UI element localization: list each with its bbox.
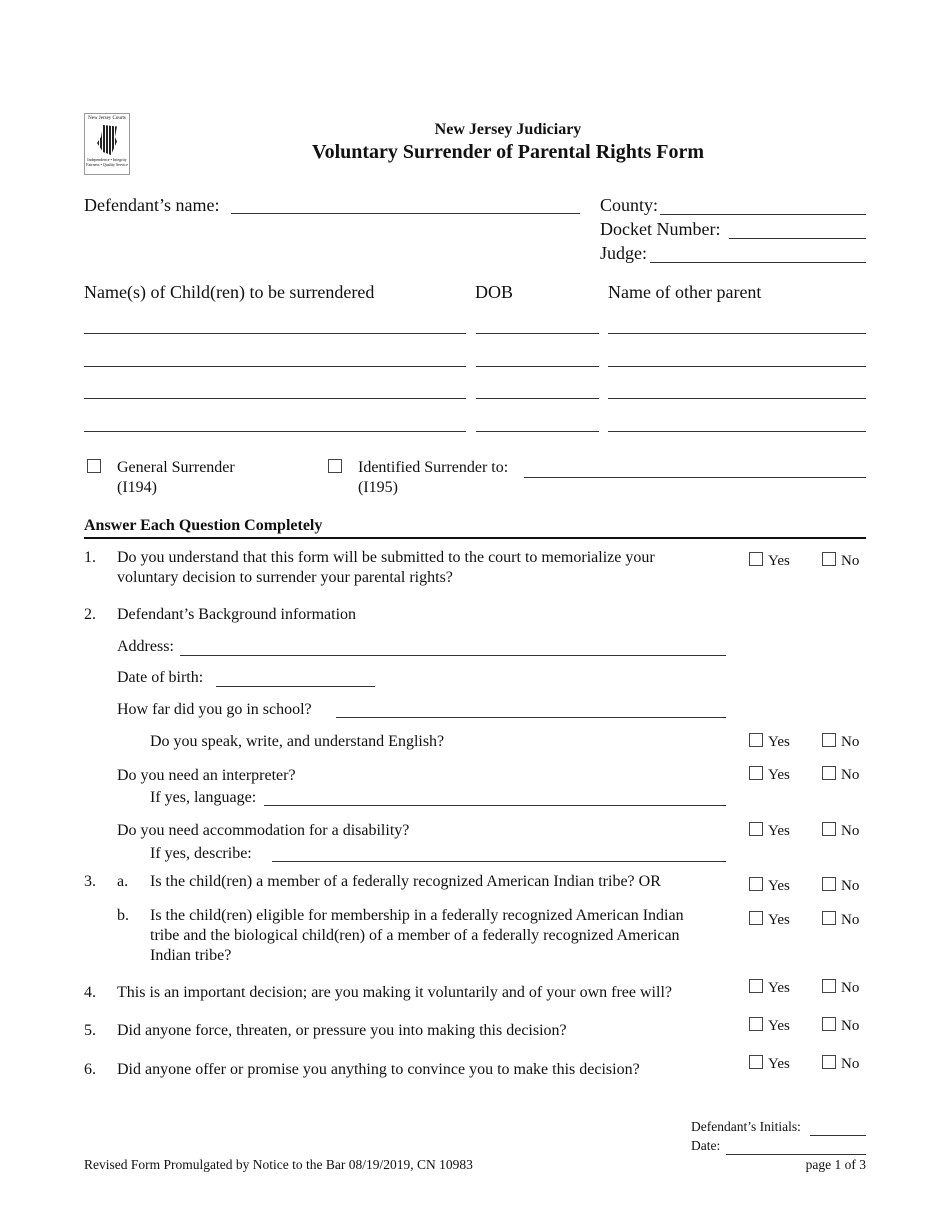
logo-top-text: New Jersey Courts [88, 116, 126, 121]
yes-label: Yes [768, 1056, 790, 1072]
q1-no-checkbox[interactable] [822, 552, 836, 566]
docket-number-label: Docket Number: [600, 219, 721, 239]
q3b-text-line1: Is the child(ren) eligible for membership in a federally recognized American Indian [150, 907, 684, 924]
no-label: No [841, 553, 860, 569]
other-parent-field-2[interactable] [608, 366, 866, 367]
page-number: page 1 of 3 [805, 1157, 866, 1172]
no-label: No [841, 980, 860, 996]
yes-label: Yes [768, 823, 790, 839]
interpreter-no-checkbox[interactable] [822, 766, 836, 780]
accommodation-no-checkbox[interactable] [822, 822, 836, 836]
q4-no-checkbox[interactable] [822, 979, 836, 993]
no-label: No [841, 878, 860, 894]
q6-text: Did anyone offer or promise you anything to convince you to make this decision? [117, 1061, 640, 1078]
docket-number-field[interactable] [729, 238, 866, 239]
defendant-name-label: Defendant’s name: [84, 195, 220, 215]
yes-label: Yes [768, 878, 790, 894]
section-heading: Answer Each Question Completely [84, 517, 323, 534]
date-field[interactable] [726, 1154, 866, 1155]
no-label: No [841, 734, 860, 750]
county-label: County: [600, 195, 659, 215]
q3b-no-option[interactable] [822, 911, 859, 929]
accommodation-describe-field[interactable] [272, 861, 726, 862]
q3a-letter: a. [117, 873, 129, 890]
q4-yes-checkbox[interactable] [749, 979, 763, 993]
initials-field[interactable] [810, 1135, 866, 1136]
child-dob-field-1[interactable] [476, 333, 599, 334]
child-name-column-header: Name(s) of Child(ren) to be surrendered [84, 282, 375, 302]
no-label: No [841, 767, 860, 783]
q1-number: 1. [84, 549, 96, 566]
q4-text: This is an important decision; are you making it voluntarily and of your own free will? [117, 984, 672, 1001]
no-label: No [841, 823, 860, 839]
other-parent-field-1[interactable] [608, 333, 866, 334]
judge-label: Judge: [600, 243, 647, 263]
address-field[interactable] [180, 655, 726, 656]
q6-yes-option[interactable] [749, 1055, 790, 1073]
interpreter-yes-option[interactable] [749, 766, 790, 784]
child-dob-field-3[interactable] [476, 398, 599, 399]
yes-label: Yes [768, 980, 790, 996]
identified-surrender-code: (I195) [358, 479, 398, 496]
q1-text-line1: Do you understand that this form will be submitted to the court to memorialize your [117, 549, 655, 566]
accommodation-no-option[interactable] [822, 822, 859, 840]
accommodation-yes-checkbox[interactable] [749, 822, 763, 836]
interpreter-no-option[interactable] [822, 766, 859, 784]
q3a-no-option[interactable] [822, 877, 859, 895]
q6-number: 6. [84, 1061, 96, 1078]
english-yes-checkbox[interactable] [749, 733, 763, 747]
school-label: How far did you go in school? [117, 701, 312, 718]
english-no-checkbox[interactable] [822, 733, 836, 747]
q3a-no-checkbox[interactable] [822, 877, 836, 891]
identified-surrender-label: Identified Surrender to: [358, 459, 509, 476]
interpreter-language-field[interactable] [264, 805, 726, 806]
address-label: Address: [117, 638, 174, 655]
no-label: No [841, 1056, 860, 1072]
yes-label: Yes [768, 734, 790, 750]
q3b-text-line2: tribe and the biological child(ren) of a member of a federally recognized American [150, 927, 680, 944]
q5-text: Did anyone force, threaten, or pressure you into making this decision? [117, 1022, 567, 1039]
date-of-birth-field[interactable] [216, 686, 375, 687]
q3b-yes-checkbox[interactable] [749, 911, 763, 925]
child-dob-field-2[interactable] [476, 366, 599, 367]
q2-number: 2. [84, 606, 96, 623]
yes-label: Yes [768, 912, 790, 928]
county-field[interactable] [660, 214, 866, 215]
child-dob-field-4[interactable] [476, 431, 599, 432]
q4-no-option[interactable] [822, 979, 859, 997]
dob-column-header: DOB [475, 282, 514, 302]
no-label: No [841, 1018, 860, 1034]
q5-yes-checkbox[interactable] [749, 1017, 763, 1031]
q5-no-option[interactable] [822, 1017, 859, 1035]
q5-yes-option[interactable] [749, 1017, 790, 1035]
english-question: Do you speak, write, and understand English? [150, 733, 445, 750]
english-no-option[interactable] [822, 733, 859, 751]
q1-text-line2: voluntary decision to surrender your parental rights? [117, 569, 453, 586]
yes-label: Yes [768, 553, 790, 569]
q3b-letter: b. [117, 907, 129, 924]
date-label: Date: [691, 1138, 721, 1153]
q3a-text: Is the child(ren) a member of a federally recognized American Indian tribe? OR [150, 873, 661, 890]
child-name-field-1[interactable] [84, 333, 466, 334]
page-title: Voluntary Surrender of Parental Rights Form [311, 141, 705, 163]
q1-yes-checkbox[interactable] [749, 552, 763, 566]
q3b-yes-option[interactable] [749, 911, 790, 929]
child-name-field-2[interactable] [84, 366, 466, 367]
other-parent-field-4[interactable] [608, 431, 866, 432]
accommodation-question: Do you need accommodation for a disability? [117, 822, 410, 839]
interpreter-question: Do you need an interpreter? [117, 767, 296, 784]
q3a-yes-option[interactable] [749, 877, 790, 895]
interpreter-language-label: If yes, language: [150, 789, 257, 806]
general-surrender-code: (I194) [117, 479, 157, 496]
section-divider [84, 537, 866, 539]
general-surrender-checkbox[interactable] [87, 459, 101, 473]
identified-surrender-checkbox[interactable] [328, 459, 342, 473]
initials-label: Defendant’s Initials: [691, 1119, 801, 1134]
child-name-field-4[interactable] [84, 431, 466, 432]
yes-label: Yes [768, 767, 790, 783]
identified-surrender-to-field[interactable] [524, 477, 866, 478]
judge-field[interactable] [650, 262, 866, 263]
school-field[interactable] [336, 717, 726, 718]
defendant-name-field[interactable] [231, 213, 580, 214]
yes-label: Yes [768, 1018, 790, 1034]
child-name-field-3[interactable] [84, 398, 466, 399]
q4-yes-option[interactable] [749, 979, 790, 997]
general-surrender-label: General Surrender [117, 459, 235, 476]
other-parent-column-header: Name of other parent [608, 282, 762, 302]
q6-no-option[interactable] [822, 1055, 859, 1073]
interpreter-yes-checkbox[interactable] [749, 766, 763, 780]
q1-no-option[interactable] [822, 552, 859, 570]
org-name: New Jersey Judiciary [434, 121, 582, 138]
revision-note: Revised Form Promulgated by Notice to the Bar 08/19/2019, CN 10983 [84, 1157, 473, 1172]
q5-no-checkbox[interactable] [822, 1017, 836, 1031]
accommodation-describe-label: If yes, describe: [150, 845, 252, 862]
q6-no-checkbox[interactable] [822, 1055, 836, 1069]
logo-bottom-text: Independence • Integrity Fairness • Quality Service [86, 157, 128, 167]
q3b-text-line3: Indian tribe? [150, 947, 232, 964]
other-parent-field-3[interactable] [608, 398, 866, 399]
q1-yes-option[interactable] [749, 552, 790, 570]
q2-text: Defendant’s Background information [117, 606, 357, 623]
q4-number: 4. [84, 984, 96, 1001]
q3a-yes-checkbox[interactable] [749, 877, 763, 891]
q3b-no-checkbox[interactable] [822, 911, 836, 925]
q6-yes-checkbox[interactable] [749, 1055, 763, 1069]
q3-number: 3. [84, 873, 96, 890]
q5-number: 5. [84, 1022, 96, 1039]
english-yes-option[interactable] [749, 733, 790, 751]
accommodation-yes-option[interactable] [749, 822, 790, 840]
date-of-birth-label: Date of birth: [117, 669, 204, 686]
no-label: No [841, 912, 860, 928]
